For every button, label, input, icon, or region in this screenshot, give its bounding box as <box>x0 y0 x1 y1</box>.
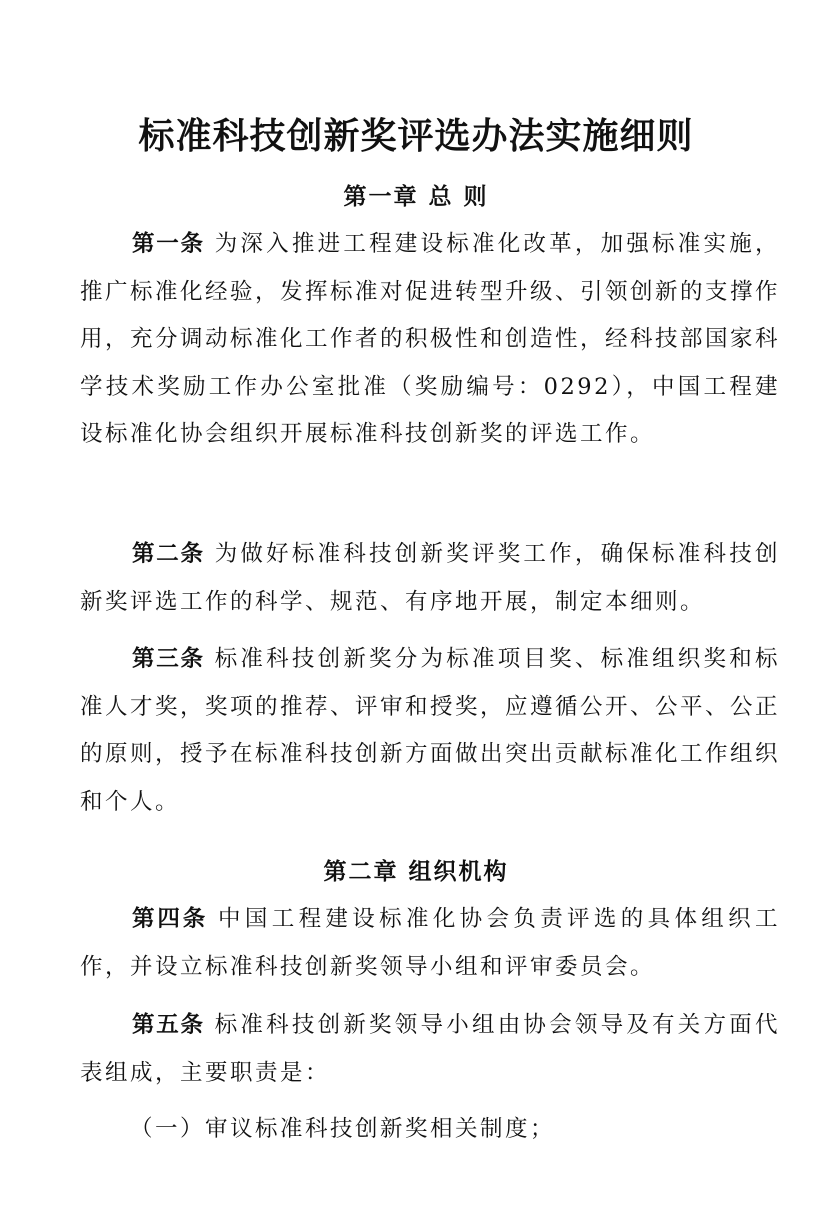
article-1 <box>80 221 780 459</box>
article-1-heading: 第一条 <box>132 231 205 257</box>
chapter-heading-1: 第一章 总 则 <box>343 184 489 210</box>
article-4-text: 中国工程建设标准化协会负责评选的具体组织工作，并设立标准科技创新奖领导小组和评审委员会。 <box>80 906 780 980</box>
article-5 <box>80 1002 780 1097</box>
article-2-heading: 第二条 <box>132 541 205 567</box>
list-item-1: （一）审议标准科技创新奖相关制度； <box>130 1116 556 1142</box>
article-1-text: 为深入推进工程建设标准化改革，加强标准实施，推广标准化经验，发挥标准对促进转型升级、引领创新的支撑作用，充分调动标准化工作者的积极性和创造性，经科技部国家科学技术奖励工作办公室批准（奖励编号：0292），中国工程建设标准化协会组织开展标准科技创新奖的评选工作。 <box>80 231 781 447</box>
article-3 <box>80 636 780 826</box>
chapter-heading-2: 第二章 组织机构 <box>323 859 509 885</box>
article-2 <box>80 531 780 626</box>
article-4-heading: 第四条 <box>132 906 209 932</box>
article-3-heading: 第三条 <box>132 646 205 672</box>
article-4 <box>80 896 780 991</box>
article-5-text: 标准科技创新奖领导小组由协会领导及有关方面代表组成，主要职责是： <box>80 1012 780 1086</box>
document-title: 标准科技创新奖评选办法实施细则 <box>138 116 694 157</box>
article-3-text: 标准科技创新奖分为标准项目奖、标准组织奖和标准人才奖，奖项的推荐、评审和授奖，应遵循公开、公平、公正的原则，授予在标准科技创新方面做出突出贡献标准化工作组织和个人。 <box>80 646 781 815</box>
article-5-heading: 第五条 <box>132 1012 205 1038</box>
article-2-text: 为做好标准科技创新奖评奖工作，确保标准科技创新奖评选工作的科学、规范、有序地开展，制定本细则。 <box>80 541 780 615</box>
